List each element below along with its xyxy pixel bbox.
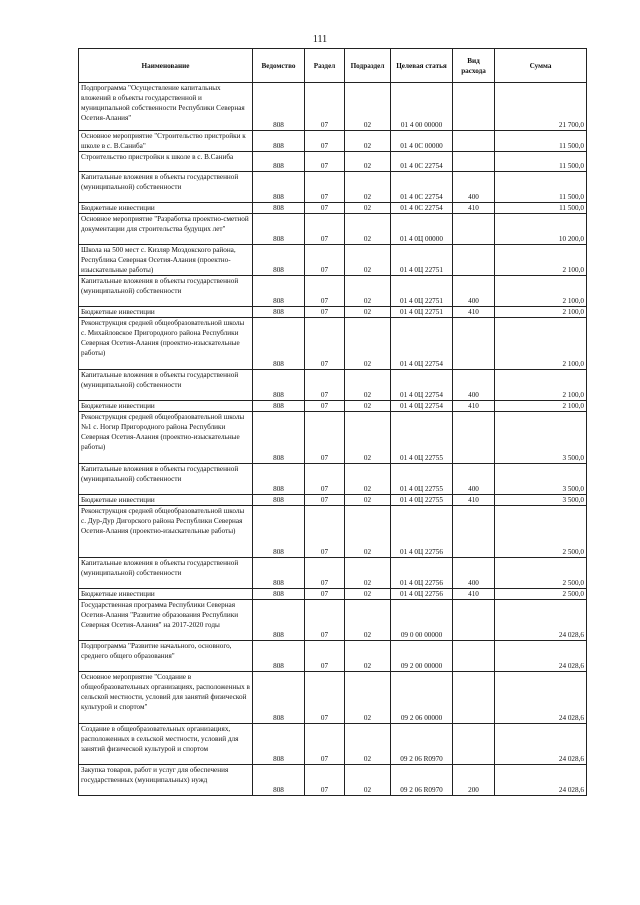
cell-name: Основное мероприятие "Разработка проектно-сметной документации для строительства будущих лет" [79, 214, 253, 245]
cell-subsection: 02 [345, 318, 391, 370]
cell-expense-type [453, 724, 495, 765]
table-row [79, 83, 587, 131]
cell-subsection: 02 [345, 83, 391, 131]
cell-target: 01 4 0С 22754 [391, 172, 453, 203]
cell-section: 07 [305, 589, 345, 600]
cell-sum: 24 028,6 [495, 600, 587, 641]
cell-subsection: 02 [345, 276, 391, 307]
cell-section: 07 [305, 401, 345, 412]
cell-sum: 2 500,0 [495, 558, 587, 589]
cell-name: Капитальные вложения в объекты государственной (муниципальной) собственности [79, 464, 253, 495]
cell-target: 01 4 0Ц 22754 [391, 318, 453, 370]
table-row [79, 765, 587, 796]
cell-section: 07 [305, 600, 345, 641]
cell-expense-type: 410 [453, 495, 495, 506]
cell-expense-type [453, 672, 495, 724]
cell-subsection: 02 [345, 203, 391, 214]
table-row [79, 172, 587, 203]
cell-dept: 808 [253, 214, 305, 245]
cell-dept: 808 [253, 83, 305, 131]
cell-name: Капитальные вложения в объекты государственной (муниципальной) собственности [79, 370, 253, 401]
cell-target: 01 4 0С 22754 [391, 152, 453, 172]
cell-target: 01 4 0Ц 22756 [391, 506, 453, 558]
cell-expense-type [453, 152, 495, 172]
cell-expense-type: 400 [453, 464, 495, 495]
cell-target: 09 2 00 00000 [391, 641, 453, 672]
cell-dept: 808 [253, 558, 305, 589]
cell-section: 07 [305, 412, 345, 464]
cell-dept: 808 [253, 152, 305, 172]
cell-sum: 2 100,0 [495, 318, 587, 370]
cell-dept: 808 [253, 495, 305, 506]
cell-name: Капитальные вложения в объекты государственной (муниципальной) собственности [79, 558, 253, 589]
cell-expense-type: 400 [453, 172, 495, 203]
cell-expense-type [453, 245, 495, 276]
cell-expense-type [453, 412, 495, 464]
cell-subsection: 02 [345, 245, 391, 276]
cell-name: Подпрограмма "Развитие начального, основного, среднего общего образования" [79, 641, 253, 672]
cell-target: 01 4 0Ц 22756 [391, 589, 453, 600]
cell-sum: 11 500,0 [495, 172, 587, 203]
cell-section: 07 [305, 495, 345, 506]
cell-subsection: 02 [345, 412, 391, 464]
cell-subsection: 02 [345, 765, 391, 796]
cell-name: Школа на 500 мест с. Кизляр Моздокского района, Республика Северная Осетия-Алания (проектно-изыскательные работы) [79, 245, 253, 276]
budget-table [78, 48, 587, 796]
cell-subsection: 02 [345, 641, 391, 672]
cell-target: 01 4 0Ц 22751 [391, 245, 453, 276]
cell-dept: 808 [253, 172, 305, 203]
cell-section: 07 [305, 172, 345, 203]
cell-sum: 2 100,0 [495, 307, 587, 318]
cell-target: 01 4 00 00000 [391, 83, 453, 131]
table-row [79, 318, 587, 370]
header-name: Наименование [79, 49, 253, 83]
cell-subsection: 02 [345, 672, 391, 724]
cell-subsection: 02 [345, 495, 391, 506]
cell-sum: 11 500,0 [495, 203, 587, 214]
cell-dept: 808 [253, 131, 305, 152]
cell-dept: 808 [253, 318, 305, 370]
cell-dept: 808 [253, 245, 305, 276]
table-row [79, 307, 587, 318]
cell-target: 01 4 0Ц 22755 [391, 412, 453, 464]
cell-sum: 21 700,0 [495, 83, 587, 131]
cell-subsection: 02 [345, 506, 391, 558]
cell-dept: 808 [253, 600, 305, 641]
table-row [79, 464, 587, 495]
cell-subsection: 02 [345, 724, 391, 765]
table-row [79, 495, 587, 506]
cell-name: Бюджетные инвестиции [79, 401, 253, 412]
cell-expense-type: 410 [453, 589, 495, 600]
cell-name: Бюджетные инвестиции [79, 589, 253, 600]
cell-section: 07 [305, 464, 345, 495]
cell-expense-type: 400 [453, 370, 495, 401]
cell-expense-type: 410 [453, 401, 495, 412]
cell-expense-type [453, 318, 495, 370]
cell-target: 09 2 06 R0970 [391, 724, 453, 765]
cell-sum: 3 500,0 [495, 412, 587, 464]
cell-target: 09 2 06 00000 [391, 672, 453, 724]
cell-dept: 808 [253, 276, 305, 307]
cell-sum: 2 100,0 [495, 370, 587, 401]
table-row [79, 589, 587, 600]
cell-name: Реконструкция средней общеобразовательной школы с. Дур-Дур Дигорского района Республики Северная Осетия-Алания (проектно-изыскательные работы) [79, 506, 253, 558]
table-row [79, 412, 587, 464]
cell-dept: 808 [253, 401, 305, 412]
cell-name: Реконструкция средней общеобразовательной школы №1 с. Ногир Пригородного района Республики Северная Осетия-Алания (проектно-изыскательные работы) [79, 412, 253, 464]
cell-subsection: 02 [345, 131, 391, 152]
cell-dept: 808 [253, 672, 305, 724]
cell-section: 07 [305, 724, 345, 765]
cell-target: 01 4 0Ц 22751 [391, 307, 453, 318]
cell-sum: 2 100,0 [495, 245, 587, 276]
cell-sum: 2 100,0 [495, 276, 587, 307]
table-row [79, 506, 587, 558]
table-row [79, 131, 587, 152]
cell-target: 01 4 0Ц 22754 [391, 401, 453, 412]
table-row [79, 152, 587, 172]
cell-section: 07 [305, 672, 345, 724]
cell-expense-type: 410 [453, 307, 495, 318]
cell-name: Реконструкция средней общеобразовательной школы с. Михайловское Пригородного района Республики Северная Осетия-Алания (проектно-изыскательные работы) [79, 318, 253, 370]
table-row [79, 558, 587, 589]
cell-expense-type: 400 [453, 558, 495, 589]
table-header-row [79, 49, 587, 83]
cell-dept: 808 [253, 765, 305, 796]
cell-section: 07 [305, 214, 345, 245]
cell-target: 01 4 0Ц 22751 [391, 276, 453, 307]
cell-expense-type [453, 600, 495, 641]
cell-subsection: 02 [345, 370, 391, 401]
cell-expense-type [453, 131, 495, 152]
cell-expense-type: 400 [453, 276, 495, 307]
cell-sum: 24 028,6 [495, 724, 587, 765]
table-row [79, 214, 587, 245]
table-row [79, 401, 587, 412]
cell-subsection: 02 [345, 558, 391, 589]
cell-section: 07 [305, 506, 345, 558]
cell-dept: 808 [253, 724, 305, 765]
page-number: 111 [312, 34, 328, 45]
cell-name: Создание в общеобразовательных организациях, расположенных в сельской местности, условий для занятий физической культурой и спортом [79, 724, 253, 765]
cell-sum: 11 500,0 [495, 152, 587, 172]
cell-name: Капитальные вложения в объекты государственной (муниципальной) собственности [79, 172, 253, 203]
cell-subsection: 02 [345, 172, 391, 203]
cell-dept: 808 [253, 203, 305, 214]
header-sum: Сумма [495, 49, 587, 83]
table-row [79, 672, 587, 724]
cell-name: Закупка товаров, работ и услуг для обеспечения государственных (муниципальных) нужд [79, 765, 253, 796]
cell-section: 07 [305, 307, 345, 318]
table-row [79, 724, 587, 765]
cell-name: Бюджетные инвестиции [79, 307, 253, 318]
cell-expense-type [453, 641, 495, 672]
cell-section: 07 [305, 765, 345, 796]
cell-dept: 808 [253, 307, 305, 318]
header-expense-type: Вид расхода [453, 49, 495, 83]
cell-target: 01 4 0Ц 22754 [391, 370, 453, 401]
cell-section: 07 [305, 131, 345, 152]
cell-subsection: 02 [345, 589, 391, 600]
cell-target: 01 4 0Ц 22755 [391, 495, 453, 506]
header-dept: Ведомство [253, 49, 305, 83]
cell-subsection: 02 [345, 600, 391, 641]
cell-name: Бюджетные инвестиции [79, 203, 253, 214]
cell-target: 01 4 0Ц 22756 [391, 558, 453, 589]
cell-name: Подпрограмма "Осуществление капитальных вложений в объекты государственной и муниципальной собственности Республики Северная Осетия-Алания" [79, 83, 253, 131]
cell-name: Капитальные вложения в объекты государственной (муниципальной) собственности [79, 276, 253, 307]
header-target: Целевая статья [391, 49, 453, 83]
table-row [79, 600, 587, 641]
cell-subsection: 02 [345, 214, 391, 245]
cell-sum: 3 500,0 [495, 495, 587, 506]
cell-dept: 808 [253, 506, 305, 558]
cell-sum: 11 500,0 [495, 131, 587, 152]
cell-target: 09 0 00 00000 [391, 600, 453, 641]
cell-sum: 2 500,0 [495, 506, 587, 558]
cell-section: 07 [305, 318, 345, 370]
cell-subsection: 02 [345, 401, 391, 412]
cell-sum: 2 500,0 [495, 589, 587, 600]
cell-name: Основное мероприятие "Создание в общеобразовательных организациях, расположенных в сельской местности, условий для занятий физической культурой и спортом" [79, 672, 253, 724]
cell-name: Основное мероприятие "Строительство пристройки к школе в с. В.Саниба" [79, 131, 253, 152]
cell-section: 07 [305, 641, 345, 672]
header-subsection: Подраздел [345, 49, 391, 83]
cell-expense-type: 200 [453, 765, 495, 796]
cell-target: 09 2 06 R0970 [391, 765, 453, 796]
cell-section: 07 [305, 558, 345, 589]
cell-dept: 808 [253, 589, 305, 600]
cell-target: 01 4 0С 00000 [391, 131, 453, 152]
cell-name: Бюджетные инвестиции [79, 495, 253, 506]
cell-subsection: 02 [345, 152, 391, 172]
cell-section: 07 [305, 152, 345, 172]
cell-dept: 808 [253, 370, 305, 401]
cell-sum: 24 028,6 [495, 641, 587, 672]
cell-expense-type [453, 214, 495, 245]
cell-sum: 10 200,0 [495, 214, 587, 245]
cell-target: 01 4 0Ц 00000 [391, 214, 453, 245]
header-section: Раздел [305, 49, 345, 83]
cell-target: 01 4 0Ц 22755 [391, 464, 453, 495]
cell-section: 07 [305, 203, 345, 214]
cell-target: 01 4 0С 22754 [391, 203, 453, 214]
cell-name: Государственная программа Республики Северная Осетия-Алания "Развитие образования Республики Северная Осетия-Алания" на 2017-2020 годы [79, 600, 253, 641]
cell-section: 07 [305, 83, 345, 131]
cell-name: Строительство пристройки к школе в с. В.Саниба [79, 152, 253, 172]
cell-expense-type: 410 [453, 203, 495, 214]
cell-sum: 2 100,0 [495, 401, 587, 412]
cell-expense-type [453, 83, 495, 131]
cell-section: 07 [305, 370, 345, 401]
cell-subsection: 02 [345, 464, 391, 495]
cell-expense-type [453, 506, 495, 558]
table-row [79, 245, 587, 276]
cell-section: 07 [305, 245, 345, 276]
table-row [79, 641, 587, 672]
table-row [79, 370, 587, 401]
table-row [79, 276, 587, 307]
cell-sum: 24 028,6 [495, 765, 587, 796]
cell-sum: 24 028,6 [495, 672, 587, 724]
cell-dept: 808 [253, 464, 305, 495]
table-row [79, 203, 587, 214]
cell-dept: 808 [253, 412, 305, 464]
cell-dept: 808 [253, 641, 305, 672]
cell-section: 07 [305, 276, 345, 307]
cell-sum: 3 500,0 [495, 464, 587, 495]
cell-subsection: 02 [345, 307, 391, 318]
